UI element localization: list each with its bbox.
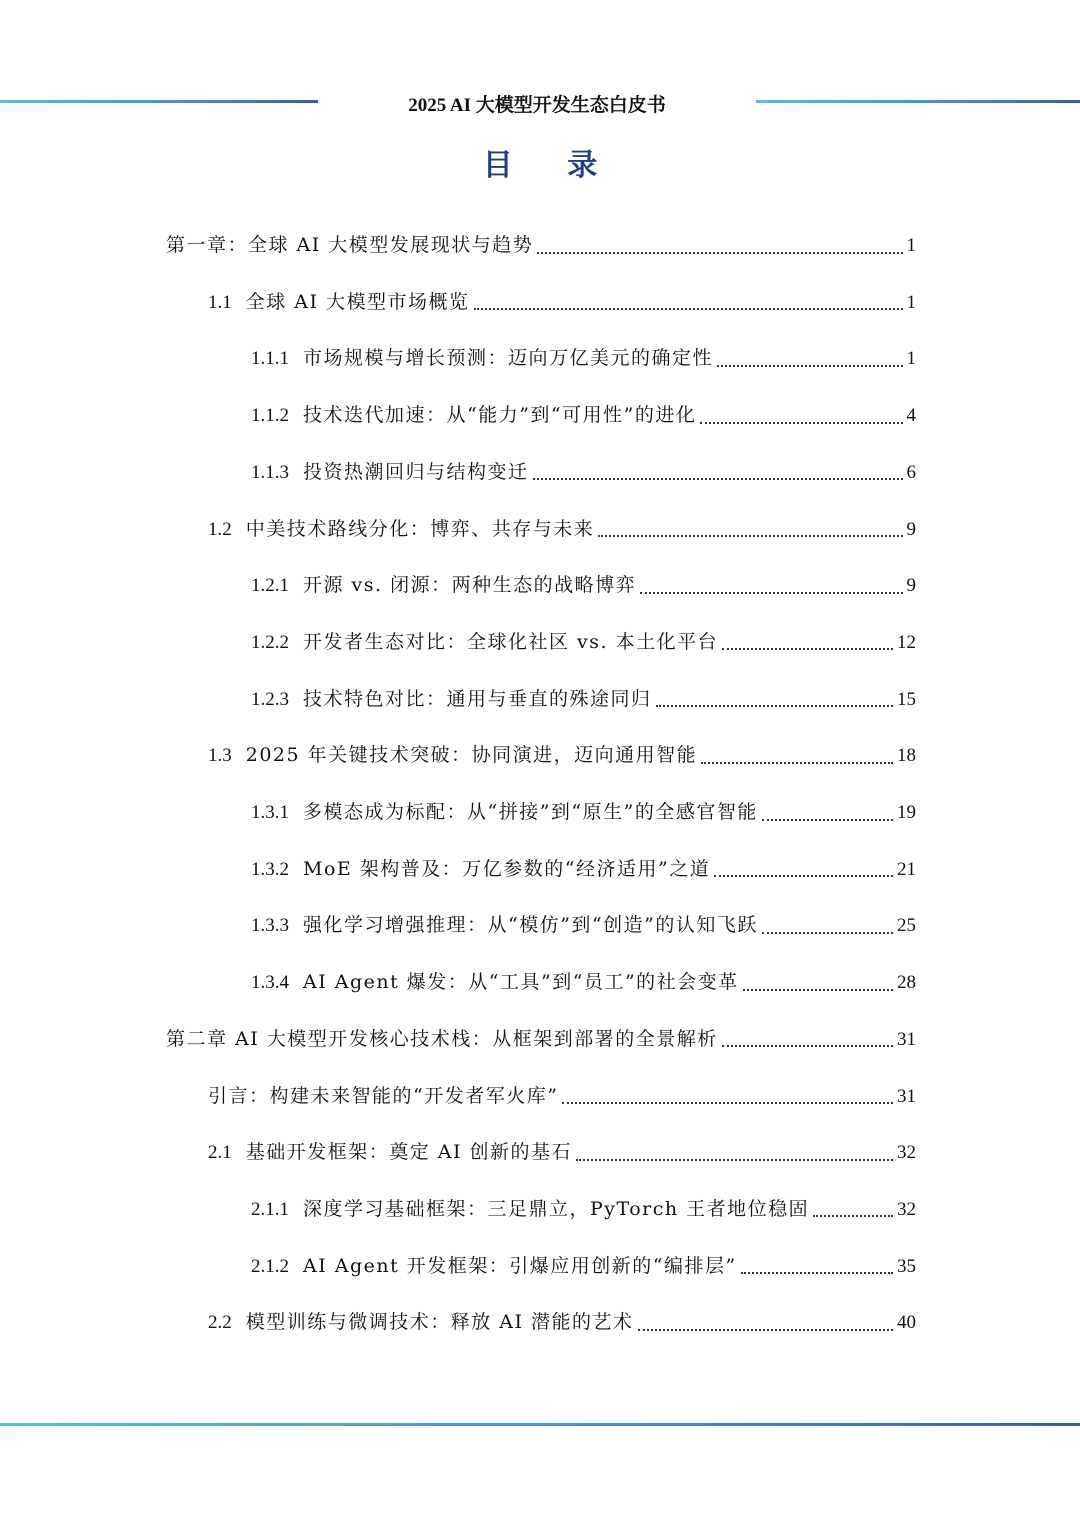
- toc-entry-page: 1: [906, 348, 916, 370]
- toc-entry-page: 1: [906, 291, 916, 313]
- toc-entry-number: 1.1: [208, 291, 232, 313]
- toc-entry[interactable]: [208, 516, 916, 543]
- toc-heading: 目 录: [482, 148, 620, 183]
- toc-entry-title: AI Agent 开发框架：引爆应用创新的“编排层”: [303, 1254, 737, 1277]
- toc-entry-page: 4: [906, 405, 916, 427]
- toc-entry-page: 18: [897, 745, 916, 767]
- toc-dot-leader: [701, 762, 893, 764]
- toc-dot-leader: [743, 989, 893, 991]
- toc-entry-number: 2.1.2: [251, 1255, 289, 1277]
- toc-entry-title: MoE 架构普及：万亿参数的“经济适用”之道: [303, 857, 711, 880]
- toc-entry-title: 第二章 AI 大模型开发核心技术栈：从框架到部署的全景解析: [166, 1027, 718, 1050]
- toc-entry[interactable]: [251, 629, 916, 656]
- toc-entry-number: 2.1.1: [251, 1198, 289, 1220]
- toc-entry[interactable]: [251, 1253, 916, 1280]
- toc-entry[interactable]: [208, 289, 916, 316]
- toc-entry-page: 35: [897, 1255, 916, 1277]
- toc-entry-title: 深度学习基础框架：三足鼎立，PyTorch 王者地位稳固: [303, 1197, 810, 1220]
- toc-entry-number: 2.2: [208, 1312, 232, 1334]
- toc-entry[interactable]: [251, 572, 916, 599]
- toc-entry-page: 15: [897, 688, 916, 710]
- toc-entry[interactable]: [251, 686, 916, 713]
- toc-entry[interactable]: [208, 1139, 916, 1166]
- document-title: 2025 AI 大模型开发生态白皮书: [408, 95, 666, 116]
- toc-entry-number: 1.2.2: [251, 631, 289, 653]
- toc-entry-title: 引言：构建未来智能的“开发者军火库”: [208, 1084, 559, 1107]
- toc-entry-number: 1.2: [208, 518, 232, 540]
- toc-entry-title: 技术迭代加速：从“能力”到“可用性”的进化: [303, 404, 697, 427]
- toc-dot-leader: [722, 1045, 893, 1047]
- toc-entry[interactable]: [251, 459, 916, 486]
- toc-entry-page: 1: [906, 235, 916, 256]
- toc-entry-number: 1.3.4: [251, 972, 289, 994]
- toc-dot-leader: [813, 1215, 893, 1217]
- toc-entry-number: 1.3.1: [251, 802, 289, 823]
- toc-dot-leader: [640, 592, 902, 594]
- toc-entry-number: 1.1.2: [251, 405, 289, 427]
- toc-entry-page: 12: [897, 631, 916, 653]
- toc-entry[interactable]: [208, 742, 916, 769]
- toc-entry-page: 40: [897, 1312, 916, 1334]
- toc-entry[interactable]: [251, 345, 916, 372]
- toc-entry[interactable]: [208, 1309, 916, 1336]
- toc-entry-page: 25: [897, 915, 916, 937]
- toc-dot-leader: [474, 308, 903, 310]
- toc-entry[interactable]: [251, 912, 916, 939]
- toc-dot-leader: [576, 1159, 893, 1161]
- toc-entry-title: 基础开发框架：奠定 AI 创新的基石: [245, 1141, 573, 1164]
- toc-dot-leader: [638, 1329, 893, 1331]
- toc-entry[interactable]: [251, 856, 916, 883]
- toc-dot-leader: [762, 819, 893, 821]
- toc-entry-title: 开源 vs. 闭源：两种生态的战略博弈: [303, 574, 637, 597]
- toc-entry-title: AI Agent 爆发：从“工具”到“员工”的社会变革: [303, 971, 739, 994]
- toc-entry-title: 模型训练与微调技术：释放 AI 潜能的艺术: [245, 1311, 634, 1334]
- toc-entry-page: 9: [906, 518, 916, 540]
- toc-entry-title: 开发者生态对比：全球化社区 vs. 本土化平台: [303, 630, 719, 653]
- toc-entry-title: 中美技术路线分化：博弈、共存与未来: [245, 517, 595, 540]
- toc-dot-leader: [722, 648, 893, 650]
- toc-dot-leader: [741, 1272, 893, 1274]
- toc-entry-page: 21: [897, 858, 916, 880]
- toc-entry-page: 19: [897, 802, 916, 823]
- toc-dot-leader: [562, 1102, 893, 1104]
- toc-entry-title: 多模态成为标配：从“拼接”到“原生”的全感官智能: [303, 801, 758, 823]
- toc-entry[interactable]: [251, 969, 916, 996]
- toc-entry-page: 31: [897, 1085, 916, 1107]
- toc-entry-number: 1.1.3: [251, 461, 289, 483]
- toc-dot-leader: [714, 875, 893, 877]
- toc-entry-page: 31: [897, 1028, 916, 1050]
- toc-entry-number: 1.3: [208, 745, 232, 767]
- toc-entry-number: 1.2.1: [251, 575, 289, 597]
- toc-entry-number: 1.3.2: [251, 858, 289, 880]
- toc-entry-title: 全球 AI 大模型市场概览: [245, 290, 470, 313]
- toc-dot-leader: [656, 705, 893, 707]
- toc-entry-page: 32: [897, 1142, 916, 1164]
- toc-dot-leader: [537, 252, 902, 254]
- toc-dot-leader: [762, 932, 893, 934]
- toc-entry[interactable]: [166, 1026, 916, 1053]
- footer-rule: [0, 1423, 1080, 1426]
- toc-entry-title: 投资热潮回归与结构变迁: [303, 460, 529, 483]
- toc-entry-page: 6: [906, 461, 916, 483]
- toc-entry-page: 9: [906, 575, 916, 597]
- toc-entry-title: 技术特色对比：通用与垂直的殊途同归: [303, 687, 652, 710]
- toc-entry-page: 28: [897, 972, 916, 994]
- header-rule-left: [0, 100, 318, 103]
- toc-entry-number: 2.1: [208, 1142, 232, 1164]
- toc-entry-number: 1.2.3: [251, 688, 289, 710]
- toc-entry[interactable]: [251, 1196, 916, 1223]
- toc-entry[interactable]: [208, 1083, 916, 1110]
- toc-entry-page: 32: [897, 1198, 916, 1220]
- toc-entry-title: 第一章：全球 AI 大模型发展现状与趋势: [166, 234, 534, 256]
- toc-entry-number: 1.3.3: [251, 915, 289, 937]
- toc-entry-title: 市场规模与增长预测：迈向万亿美元的确定性: [303, 347, 714, 370]
- toc-dot-leader: [717, 365, 902, 367]
- header-rule-right: [756, 100, 1080, 103]
- toc-entry-number: 1.1.1: [251, 348, 289, 370]
- toc-entry-title: 2025 年关键技术突破：协同演进，迈向通用智能: [245, 744, 698, 767]
- toc-dot-leader: [700, 422, 902, 424]
- toc-dot-leader: [598, 535, 902, 537]
- toc-entry-title: 强化学习增强推理：从“模仿”到“创造”的认知飞跃: [303, 914, 758, 937]
- toc-dot-leader: [533, 478, 903, 480]
- toc-entry[interactable]: [251, 402, 916, 429]
- toc-entry[interactable]: [166, 232, 916, 259]
- toc-entry[interactable]: [251, 799, 916, 826]
